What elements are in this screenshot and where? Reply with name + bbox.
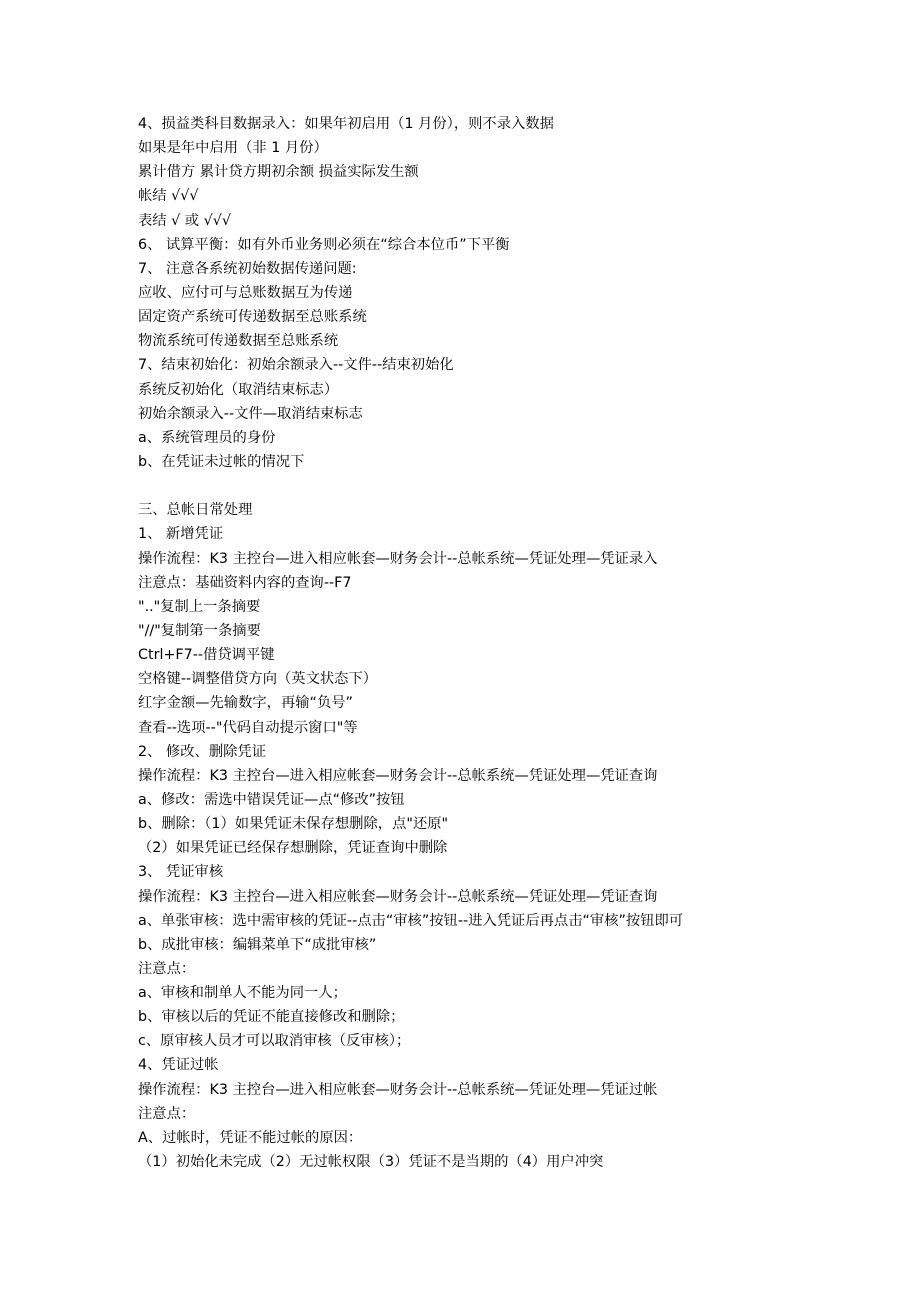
text-line: （2）如果凭证已经保存想删除，凭证查询中删除: [138, 840, 448, 857]
text-line: （1）初始化未完成（2）无过帐权限（3）凭证不是当期的（4）用户冲突: [138, 1154, 604, 1171]
text-line: 3、 凭证审核: [138, 864, 224, 881]
text-line: 查看--选项--"代码自动提示窗口"等: [138, 719, 358, 736]
text-line: Ctrl+F7--借贷调平键: [138, 647, 275, 664]
text-line: 注意点：基础资料内容的查询--F7: [138, 574, 352, 591]
text-line: 表结 √ 或 √√√: [138, 212, 231, 229]
text-line: c、原审核人员才可以取消审核（反审核）；: [138, 1033, 411, 1050]
text-line: 物流系统可传递数据至总账系统: [138, 333, 339, 350]
text-line: 累计借方 累计贷方期初余额 损益实际发生额: [138, 164, 419, 181]
text-line: 4、凭证过帐: [138, 1057, 219, 1074]
text-line: b、在凭证未过帐的情况下: [138, 453, 305, 470]
text-line: 操作流程：K3 主控台—进入相应帐套—财务会计--总帐系统—凭证处理—凭证过帐: [138, 1081, 658, 1098]
text-line: b、成批审核：编辑菜单下“成批审核”: [138, 936, 377, 953]
text-line: ".."复制上一条摘要: [138, 598, 261, 615]
text-line: a、单张审核：选中需审核的凭证--点击“审核”按钮--进入凭证后再点击“审核”按钮即可: [138, 912, 684, 929]
text-line: a、系统管理员的身份: [138, 429, 276, 446]
document-page: [138, 112, 898, 1174]
text-line: 1、 新增凭证: [138, 526, 224, 543]
section-heading: 三、总帐日常处理: [138, 502, 253, 519]
text-line: 帐结 √√√: [138, 188, 199, 205]
blank-line: [138, 474, 898, 498]
text-line: A、过帐时，凭证不能过帐的原因：: [138, 1129, 363, 1146]
text-line: 如果是年中启用（非 1 月份）: [138, 140, 328, 157]
text-line: 空格键--调整借贷方向（英文状态下）: [138, 671, 378, 688]
text-line: 系统反初始化（取消结束标志）: [138, 381, 339, 398]
text-line: a、审核和制单人不能为同一人；: [138, 985, 347, 1002]
text-line: 操作流程：K3 主控台—进入相应帐套—财务会计--总帐系统—凭证处理—凭证查询: [138, 767, 658, 784]
text-line: 7、结束初始化：初始余额录入--文件--结束初始化: [138, 357, 454, 374]
text-line: b、删除：（1）如果凭证未保存想删除，点"还原": [138, 816, 449, 833]
text-line: 红字金额—先输数字，再输“负号”: [138, 695, 353, 712]
text-line: a、修改：需选中错误凭证—点“修改”按钮: [138, 791, 405, 808]
text-line: "//"复制第一条摘要: [138, 622, 261, 639]
text-line: 操作流程：K3 主控台—进入相应帐套—财务会计--总帐系统—凭证处理—凭证查询: [138, 888, 658, 905]
text-line: b、审核以后的凭证不能直接修改和删除；: [138, 1009, 405, 1026]
text-line: 初始余额录入--文件—取消结束标志: [138, 405, 363, 422]
text-line: 4、损益类科目数据录入：如果年初启用（1 月份），则不录入数据: [138, 116, 554, 132]
text-line: 操作流程：K3 主控台—进入相应帐套—财务会计--总帐系统—凭证处理—凭证录入: [138, 550, 658, 567]
text-line: 注意点：: [138, 1105, 196, 1122]
text-line: 2、 修改、删除凭证: [138, 743, 267, 760]
text-line: 应收、应付可与总账数据互为传递: [138, 284, 353, 301]
text-line: 6、 试算平衡：如有外币业务则必须在“综合本位币”下平衡: [138, 236, 510, 253]
text-line: 7、 注意各系统初始数据传递问题:: [138, 260, 357, 277]
text-line: 固定资产系统可传递数据至总账系统: [138, 309, 367, 326]
text-line: 注意点：: [138, 960, 196, 977]
